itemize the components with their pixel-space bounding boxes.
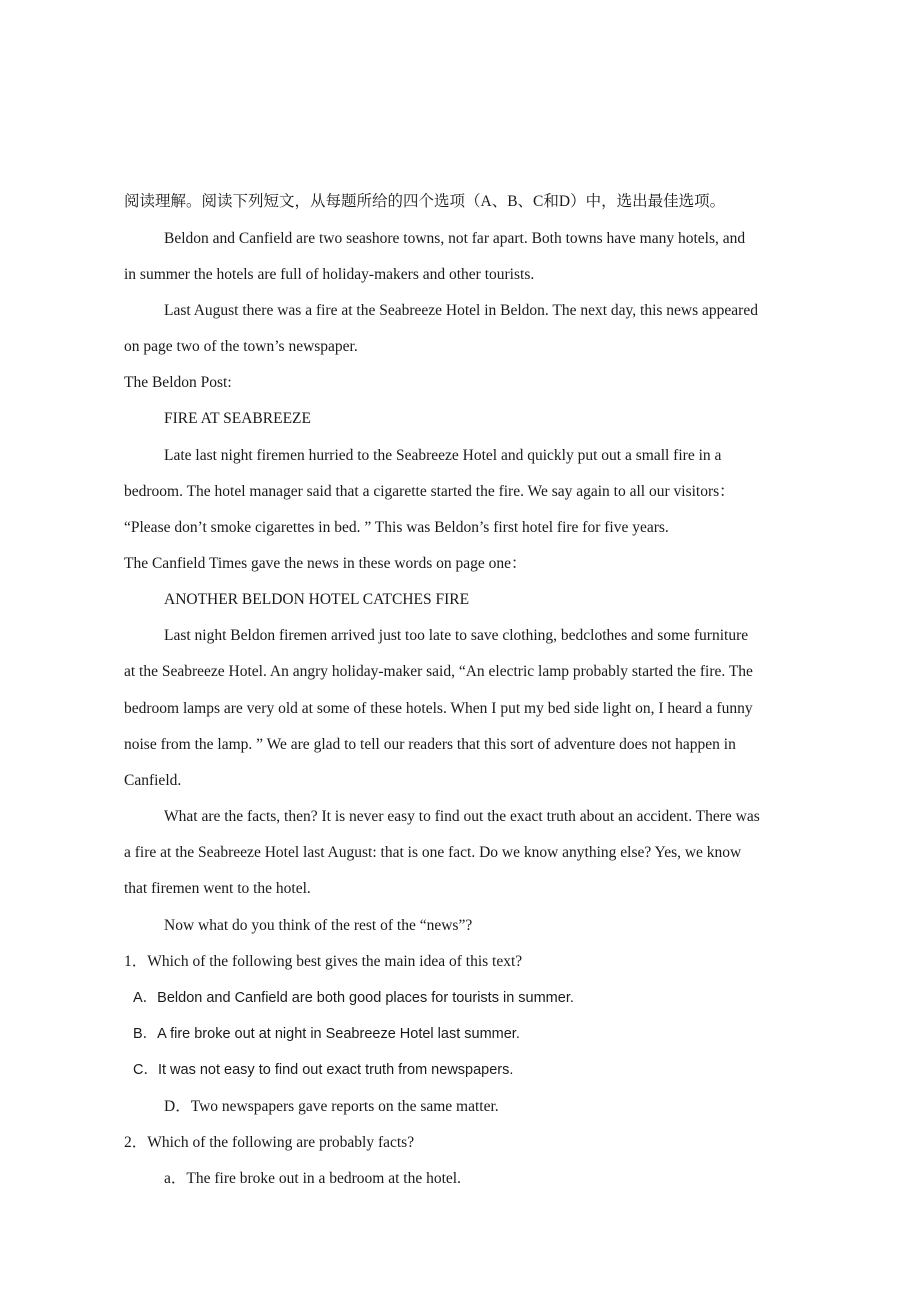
canfield-body-line-2: at the Seabreeze Hotel. An angry holiday-maker said, “An electric lamp probably started the fire. The bbox=[124, 663, 753, 680]
paragraph-1-line-2: in summer the hotels are full of holiday-makers and other tourists. bbox=[124, 266, 535, 283]
question-1-option-a: A．Beldon and Canfield are both good places for tourists in summer. bbox=[133, 990, 574, 1006]
question-1-option-c: C．It was not easy to find out exact truth from newspapers. bbox=[133, 1062, 514, 1078]
beldon-body-line-3: “Please don’t smoke cigarettes in bed. ” This was Beldon’s first hotel fire for five years. bbox=[124, 519, 669, 536]
beldon-body-line-2: bedroom. The hotel manager said that a cigarette started the fire. We say again to all our visitors： bbox=[124, 483, 735, 500]
canfield-label: The Canfield Times gave the news in these words on page one： bbox=[124, 555, 527, 572]
facts-paragraph-line-2: a fire at the Seabreeze Hotel last August: that is one fact. Do we know anything else? Yes, we know bbox=[124, 844, 742, 861]
canfield-headline: ANOTHER BELDON HOTEL CATCHES FIRE bbox=[164, 591, 470, 608]
question-1-option-d: D．Two newspapers gave reports on the same matter. bbox=[164, 1098, 499, 1115]
question-2-stem: 2．Which of the following are probably facts? bbox=[124, 1134, 415, 1151]
canfield-body-line-1: Last night Beldon firemen arrived just too late to save clothing, bedclothes and some furniture bbox=[164, 627, 749, 644]
beldon-post-label: The Beldon Post: bbox=[124, 374, 232, 391]
instruction: 阅读理解。阅读下列短文，从每题所给的四个选项（A、B、C和D）中，选出最佳选项。 bbox=[124, 193, 726, 210]
beldon-body-line-1: Late last night firemen hurried to the Seabreeze Hotel and quickly put out a small fire in a bbox=[164, 447, 722, 464]
beldon-headline: FIRE AT SEABREEZE bbox=[164, 410, 311, 427]
question-1-option-b: B．A fire broke out at night in Seabreeze Hotel last summer. bbox=[133, 1026, 520, 1042]
paragraph-2-line-1: Last August there was a fire at the Seabreeze Hotel in Beldon. The next day, this news appeared bbox=[164, 302, 758, 319]
canfield-body-line-5: Canfield. bbox=[124, 772, 182, 789]
facts-paragraph-line-3: that firemen went to the hotel. bbox=[124, 880, 311, 897]
paragraph-2-line-2: on page two of the town’s newspaper. bbox=[124, 338, 358, 355]
canfield-body-line-3: bedroom lamps are very old at some of these hotels. When I put my bed side light on, I heard a funny bbox=[124, 700, 753, 717]
paragraph-1-line-1: Beldon and Canfield are two seashore towns, not far apart. Both towns have many hotels, and bbox=[164, 230, 746, 247]
closing-question: Now what do you think of the rest of the “news”? bbox=[164, 917, 473, 934]
canfield-body-line-4: noise from the lamp. ” We are glad to tell our readers that this sort of adventure does not happen in bbox=[124, 736, 736, 753]
facts-paragraph-line-1: What are the facts, then? It is never easy to find out the exact truth about an accident. There was bbox=[164, 808, 760, 825]
question-2-option-a: a．The fire broke out in a bedroom at the hotel. bbox=[164, 1170, 461, 1187]
question-1-stem: 1．Which of the following best gives the main idea of this text? bbox=[124, 953, 523, 970]
